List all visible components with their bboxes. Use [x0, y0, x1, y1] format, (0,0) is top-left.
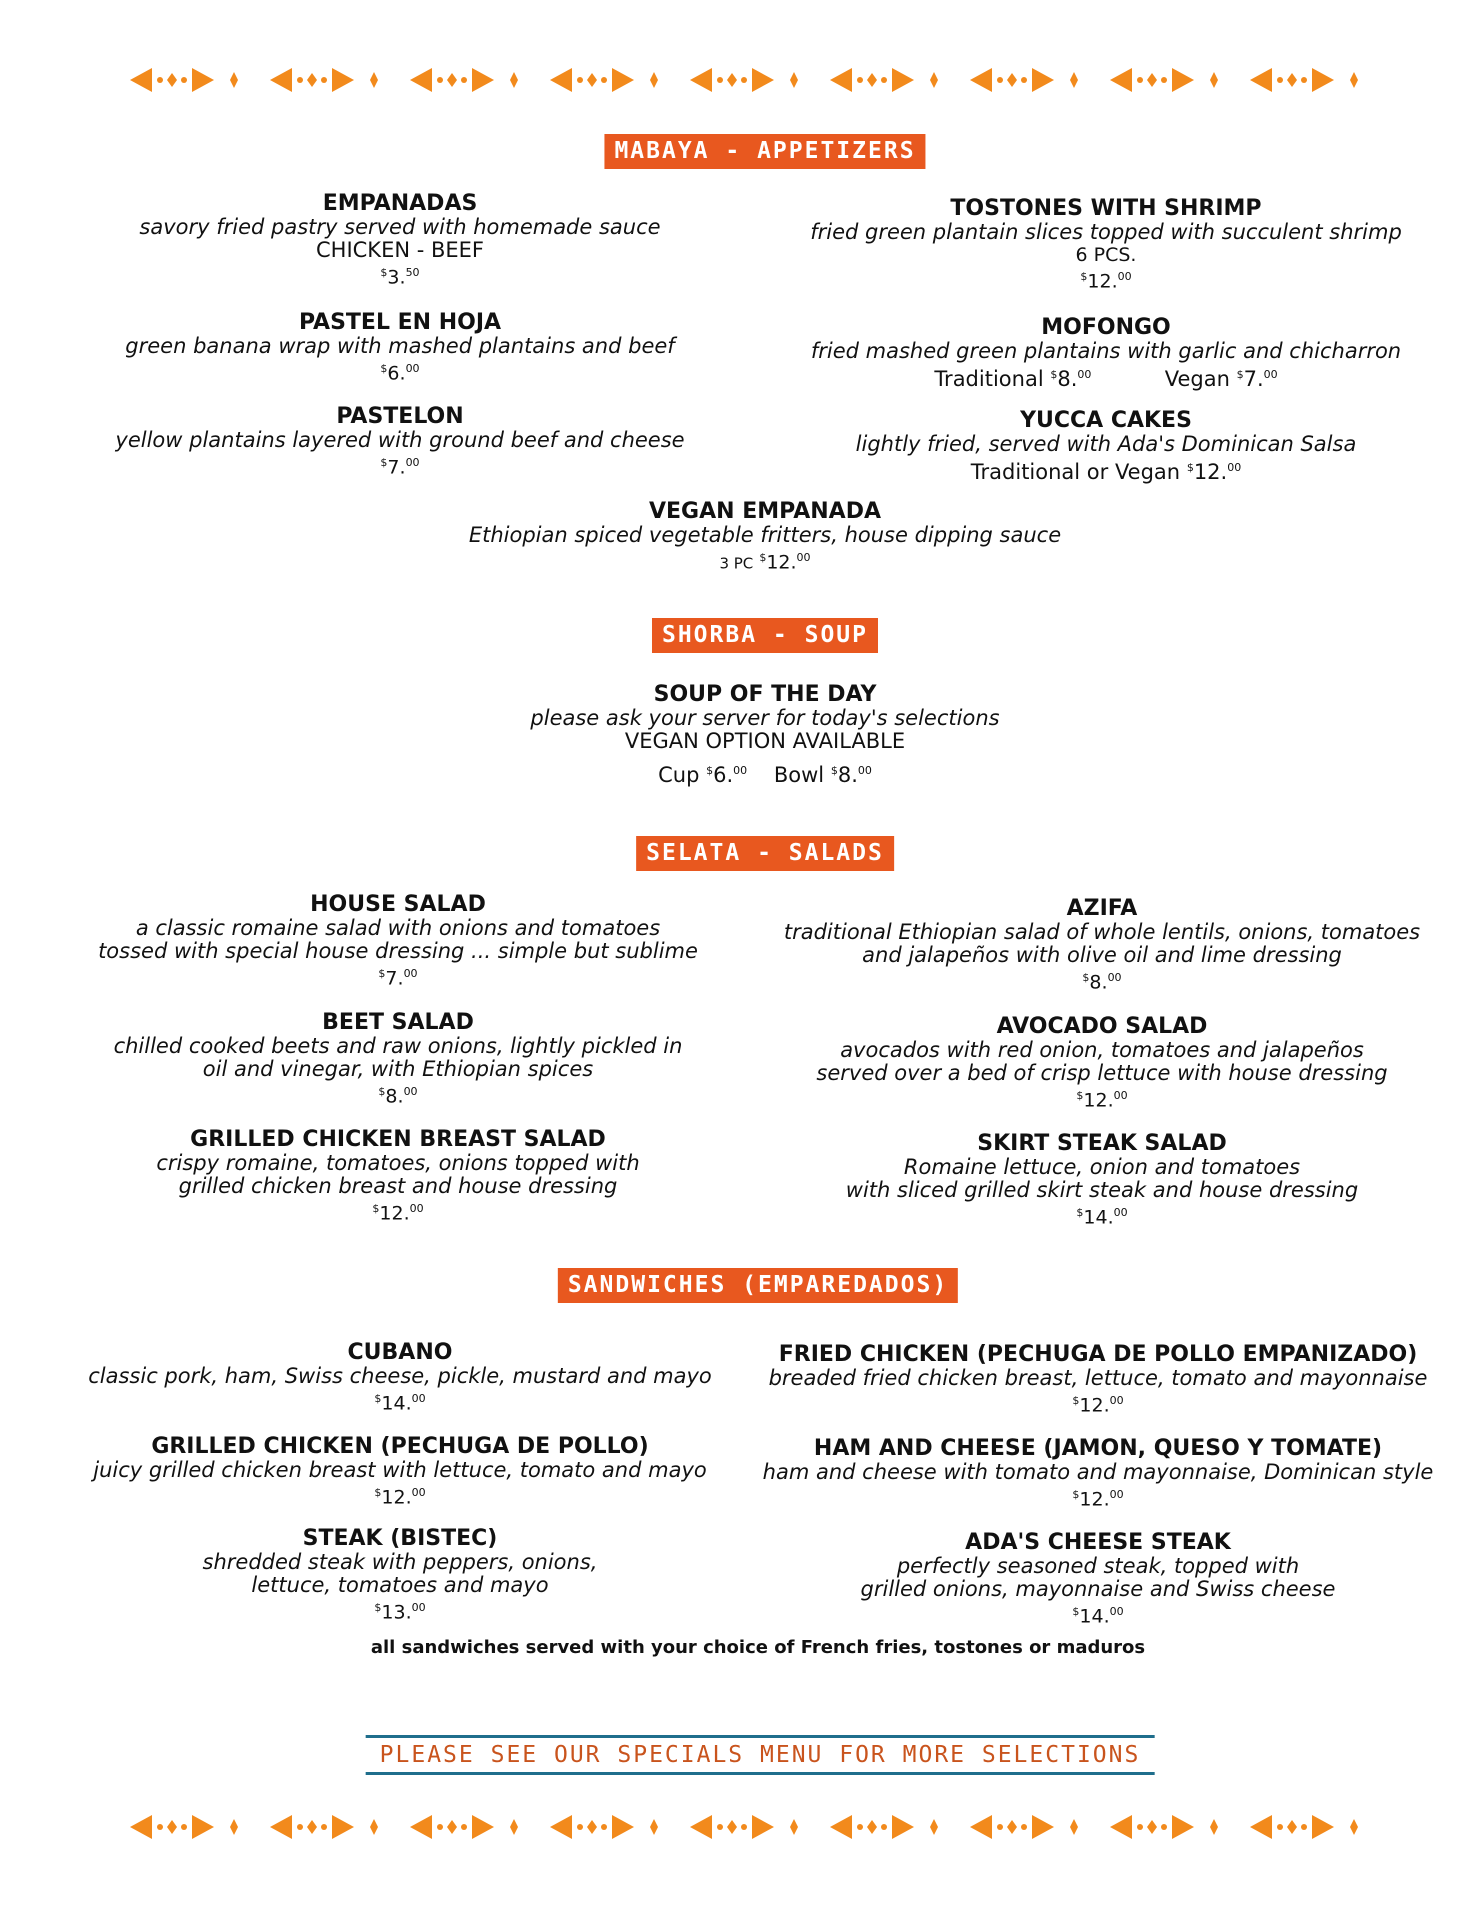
item-desc: served over a bed of crisp lettuce with house dressing	[816, 1061, 1388, 1085]
item-name: SOUP OF THE DAY	[653, 682, 877, 707]
sandwiches-title: SANDWICHES (EMPAREDADOS)	[558, 1268, 958, 1303]
item-price: $14.00	[374, 1392, 426, 1415]
menu-item-mofongo	[786, 316, 1426, 391]
specials-banner: PLEASE SEE OUR SPECIALS MENU FOR MORE SELECTIONS	[366, 1735, 1155, 1775]
ornament-pattern-icon	[130, 1807, 1390, 1847]
menu-item-grilled-chicken	[50, 1435, 750, 1508]
item-name: GRILLED CHICKEN (PECHUGA DE POLLO)	[151, 1434, 649, 1459]
item-name: PASTELON	[336, 404, 464, 429]
item-price: Traditional or Vegan $12.00	[970, 460, 1242, 484]
menu-item-house-salad	[58, 893, 738, 989]
ornament-pattern-icon	[130, 60, 1390, 100]
item-name: YUCCA CAKES	[1020, 408, 1192, 433]
menu-item-adas-cheese-steak	[748, 1531, 1448, 1627]
soup-title: SHORBA - SOUP	[652, 618, 878, 653]
menu-item-pastel-en-hoja	[80, 311, 720, 384]
menu-item-steak-bistec	[50, 1527, 750, 1623]
menu-item-cubano	[50, 1341, 750, 1414]
item-desc: a classic romaine salad with onions and tomatoes	[135, 916, 661, 940]
item-desc: lightly fried, served with Ada's Dominican Salsa	[855, 432, 1357, 456]
item-desc: avocados with red onion, tomatoes and jalapeños	[840, 1038, 1364, 1062]
menu-item-tostones	[786, 197, 1426, 292]
item-price: $12.00	[1080, 270, 1132, 293]
item-price: $14.00	[1076, 1206, 1128, 1229]
item-desc: Romaine lettuce, onion and tomatoes	[903, 1155, 1301, 1179]
item-name: TOSTONES WITH SHRIMP	[950, 196, 1262, 221]
item-price: $12.00	[1072, 1488, 1124, 1511]
item-price: $8.00	[378, 1085, 418, 1108]
item-price: $12.00	[372, 1202, 424, 1225]
item-name: BEET SALAD	[322, 1010, 474, 1035]
menu-item-pastelon	[80, 405, 720, 478]
item-price: $12.00	[374, 1486, 426, 1509]
salads-title: SELATA - SALADS	[636, 836, 894, 871]
item-name: GRILLED CHICKEN BREAST SALAD	[190, 1127, 606, 1152]
menu-item-empanadas	[80, 192, 720, 288]
item-name: HOUSE SALAD	[310, 892, 486, 917]
item-desc: tossed with special house dressing ... simple but sublime	[98, 939, 698, 963]
item-desc: crispy romaine, tomatoes, onions topped with	[156, 1151, 640, 1175]
item-price: $12.00	[1076, 1089, 1128, 1112]
item-name: AVOCADO SALAD	[996, 1014, 1208, 1039]
menu-item-grilled-chicken-salad	[58, 1128, 738, 1224]
item-price-options: Traditional $8.00 Vegan $7.00	[934, 367, 1278, 391]
item-desc: fried green plantain slices topped with succulent shrimp	[810, 220, 1402, 244]
item-desc: ham and cheese with tomato and mayonnaise, Dominican style	[762, 1460, 1434, 1484]
item-desc: traditional Ethiopian salad of whole lentils, onions, tomatoes	[783, 920, 1421, 944]
item-option: 6 PCS.	[1075, 244, 1137, 266]
item-desc: chilled cooked beets and raw onions, lightly pickled in	[113, 1034, 683, 1058]
item-price: $13.00	[374, 1601, 426, 1624]
item-desc: with sliced grilled skirt steak and house dressing	[845, 1178, 1359, 1202]
item-desc: grilled onions, mayonnaise and Swiss cheese	[860, 1577, 1336, 1601]
item-desc: fried mashed green plantains with garlic and chicharron	[810, 339, 1402, 363]
item-desc: shredded steak with peppers, onions,	[202, 1550, 598, 1574]
item-name: MOFONGO	[1041, 315, 1171, 340]
sandwich-sides-note: all sandwiches served with your choice of French fries, tostones or maduros	[370, 1637, 1146, 1658]
item-price: $6.00	[380, 362, 420, 385]
item-desc: oil and vinegar, with Ethiopian spices	[202, 1057, 594, 1081]
item-price: $12.00	[1072, 1394, 1124, 1417]
item-desc: grilled chicken breast and house dressing	[178, 1174, 618, 1198]
bottom-border-ornament	[130, 1807, 1390, 1847]
item-option: CHICKEN - BEEF	[315, 238, 484, 262]
menu-item-vegan-empanada	[415, 500, 1115, 574]
menu-item-avocado-salad	[762, 1015, 1442, 1111]
item-desc: green banana wrap with mashed plantains and beef	[125, 334, 675, 358]
menu-item-beet-salad	[58, 1011, 738, 1107]
item-price: $7.00	[378, 967, 418, 990]
item-desc: savory fried pastry served with homemade sauce	[139, 215, 661, 239]
item-name: EMPANADAS	[322, 191, 478, 216]
appetizers-title: MABAYA - APPETIZERS	[604, 134, 925, 169]
item-desc: juicy grilled chicken breast with lettuce, tomato and mayo	[93, 1458, 707, 1482]
item-desc: perfectly seasoned steak, topped with	[896, 1554, 1300, 1578]
item-name: HAM AND CHEESE (JAMON, QUESO Y TOMATE)	[813, 1436, 1383, 1461]
item-price: $8.00	[1082, 971, 1122, 994]
menu-item-yucca-cakes	[786, 409, 1426, 484]
menu-item-skirt-steak-salad	[762, 1132, 1442, 1228]
item-price: 3 PC $12.00	[719, 551, 811, 574]
menu-item-ham-and-cheese	[748, 1437, 1448, 1510]
item-name: CUBANO	[347, 1340, 453, 1365]
item-desc: and jalapeños with olive oil and lime dressing	[862, 943, 1342, 967]
item-price: $14.00	[1072, 1605, 1124, 1628]
item-desc: classic pork, ham, Swiss cheese, pickle, mustard and mayo	[88, 1364, 712, 1388]
top-border-ornament	[130, 60, 1390, 100]
item-name: STEAK (BISTEC)	[302, 1526, 498, 1551]
item-option: VEGAN OPTION AVAILABLE	[624, 729, 906, 753]
menu-item-soup-of-the-day	[465, 683, 1065, 787]
item-desc: breaded fried chicken breast, lettuce, tomato and mayonnaise	[768, 1366, 1428, 1390]
item-desc: Ethiopian spiced vegetable fritters, house dipping sauce	[468, 523, 1062, 547]
item-desc: yellow plantains layered with ground beef and cheese	[115, 428, 685, 452]
item-price: $7.00	[380, 456, 420, 479]
item-price: $3.50	[380, 266, 420, 289]
item-name: PASTEL EN HOJA	[298, 310, 502, 335]
menu-item-fried-chicken	[748, 1343, 1448, 1416]
item-name: AZIFA	[1066, 896, 1138, 921]
item-name: SKIRT STEAK SALAD	[977, 1131, 1227, 1156]
item-price-options: Cup $6.00 Bowl $8.00	[658, 763, 872, 787]
item-name: ADA'S CHEESE STEAK	[965, 1530, 1231, 1555]
item-name: VEGAN EMPANADA	[649, 499, 881, 524]
item-desc: please ask your server for today's selections	[530, 706, 1000, 730]
item-desc: lettuce, tomatoes and mayo	[251, 1573, 549, 1597]
menu-item-azifa	[762, 897, 1442, 993]
item-name: FRIED CHICKEN (PECHUGA DE POLLO EMPANIZADO)	[778, 1342, 1418, 1367]
